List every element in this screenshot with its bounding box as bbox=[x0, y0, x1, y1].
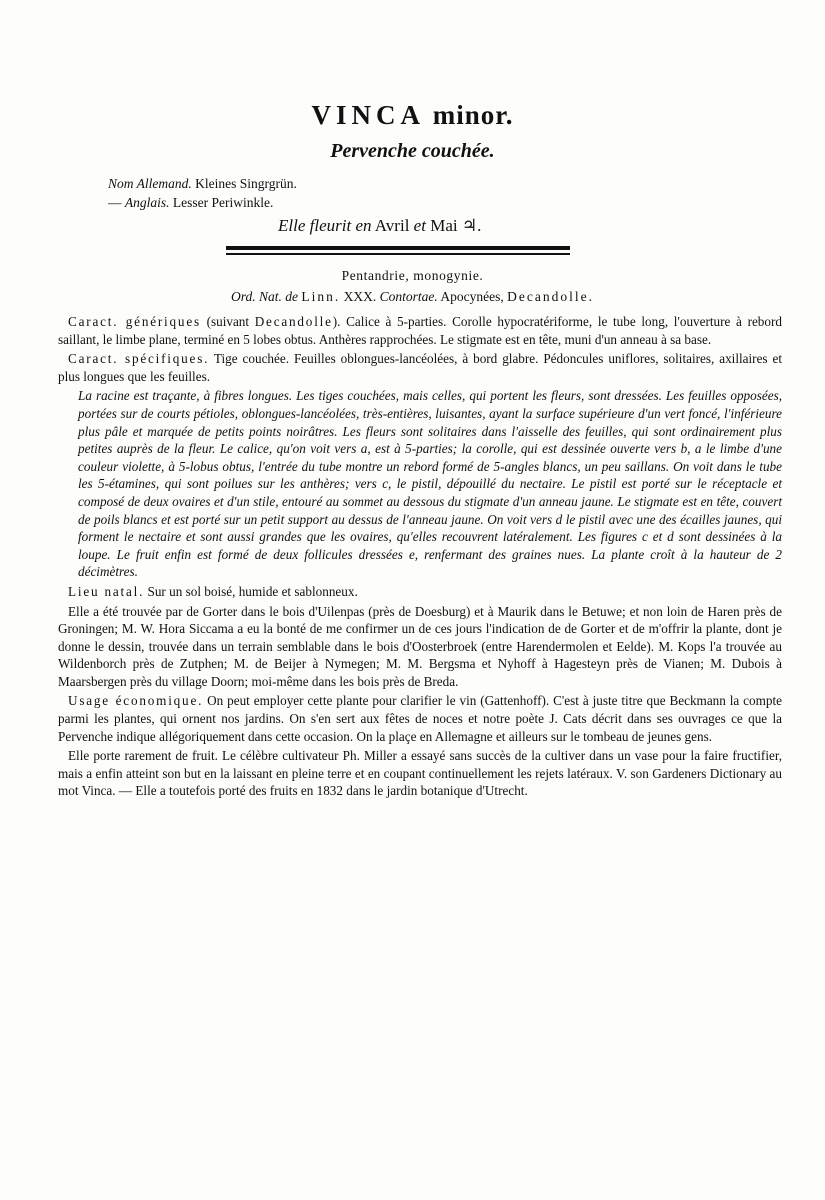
economic-use-paragraph bbox=[58, 692, 782, 745]
fruiting-paragraph: Elle porte rarement de fruit. Le célèbre cultivateur Ph. Miller a essayé sans succès de la cultiver dans un vase pour la faire fructifier, mais a enfin atteint son but en la laissant en pleine terre et en coupant continuellement les rejets latéraux. V. son Gardeners Dictionary au mot Vinca. — Elle a toutefois porté des fruits en 1832 dans le jardin botanique d'Utrecht. bbox=[58, 748, 782, 799]
linn-author: Linn. bbox=[301, 289, 341, 304]
habitat-paragraph bbox=[58, 583, 782, 601]
thin-rule bbox=[226, 253, 570, 255]
page-title bbox=[0, 100, 825, 131]
genus-name: VINCA bbox=[311, 100, 425, 130]
ord-label: Ord. Nat. de bbox=[231, 289, 298, 304]
description-paragraph: La racine est traçante, à fibres longues. Les tiges couchées, mais celles, qui portent les fleurs, sont dressées. Les feuilles opposées, portées sur de courts pétioles, oblongues-lancéolées, très-entières, luisantes, ayant la surface supérieure d'un vert foncé, l'inférieure plus pâle et marquée de petits points noirâtres. Les fleurs sont solitaires dans l'aisselle des feuilles, qui sont ordinairement plus petites auprès de la fleur. Le calice, qu'on voit vers a, est à 5-parties; la corolle, qui est dessinée ouverte vers b, a le limbe d'une couleur violette, à 5-lobus obtus, l'entrée du tube montre un rebord formé de 5-angles blancs, un peu saillans. On voit dans le tube les 5-étamines, qui sont poilues sur les anthères; vers c, le pistil, dépouillé du nectaire. Le pistil est porté sur le réceptacle et composé de deux ovaires et d'un stile, entouré au sommet au dessous du stigmate d'un anneau jaune. Le stigmate est en tête, couvert de poils blancs et est porté sur un petit support au dessus de l'anneau jaune. On voit vers d le pistil avec une des écailles jaunes, qui forment le nectaire et sont aussi grandes que les ovaires, qu'elles recouvrent latéralement. Les figures c et d sont dessinées à la loupe. Le fruit enfin est formé de deux follicules dressées e, renfermant des graines nues. La plante croît à la hauteur de 2 décimètres. bbox=[78, 388, 782, 580]
flowering-line bbox=[278, 216, 481, 236]
generic-characters-paragraph bbox=[58, 313, 782, 348]
perennial-symbol: ♃. bbox=[461, 216, 482, 235]
order-number: XXX. bbox=[343, 289, 377, 304]
thick-rule bbox=[226, 246, 570, 250]
english-name-line bbox=[108, 195, 273, 211]
economic-use-label: Usage économique. bbox=[68, 693, 204, 709]
linnaean-classification: Pentandrie, monogynie. bbox=[341, 268, 484, 283]
english-label: Anglais. bbox=[124, 195, 170, 210]
german-name-line bbox=[108, 176, 297, 192]
natural-order-line bbox=[0, 289, 825, 305]
species-name: minor. bbox=[432, 100, 514, 130]
german-name: Kleines Singrgrün. bbox=[195, 176, 297, 191]
flowering-month-1: Avril bbox=[374, 216, 410, 235]
generic-text-a: (suivant bbox=[200, 314, 255, 329]
order-name: Contortae. bbox=[379, 289, 438, 304]
specific-label: Caract. spécifiques. bbox=[68, 351, 210, 367]
german-label: Nom Allemand. bbox=[108, 176, 192, 191]
decandolle-author: Decandolle. bbox=[507, 289, 594, 304]
habitat-label: Lieu natal. bbox=[68, 583, 145, 599]
specific-text: Tige couchée. Feuilles oblongues-lancéolées, à bord glabre. Pédoncules uniflores, solitaires, axillaires et plus longues que les feuilles. bbox=[58, 351, 782, 384]
economic-use-text: On peut employer cette plante pour clarifier le vin (Gattenhoff). C'est à juste titre que Beckmann la compte parmi les plantes, qui ornent nos jardins. On s'en sert aux fêtes de noces et notre poète J. Cats décrit dans ses ouvrages ce que la Pervenche indique allégoriquement dans cette occasion. On la plaçe en Allemagne et ailleurs sur le tombeau de jeunes gens. bbox=[58, 693, 782, 744]
flowering-et: et bbox=[413, 216, 426, 235]
flowering-prefix: Elle fleurit bbox=[278, 216, 352, 235]
flowering-month-2: Mai bbox=[430, 216, 458, 235]
family-name: Apocynées, bbox=[440, 289, 504, 304]
french-name: Pervenche couchée. bbox=[330, 140, 495, 162]
generic-author: Decandolle bbox=[254, 314, 333, 329]
generic-text-b: ). Calice à 5-parties. Corolle hypocratériforme, le tube long, l'ouverture à rebord saillant, le limbe plane, terminé en 5 lobes obtus. Anthères rapprochées. Le stigmate est en tête, muni d'un anneau à sa base. bbox=[58, 314, 782, 347]
localities-paragraph: Elle a été trouvée par de Gorter dans le bois d'Uilenpas (près de Doesburg) et à Maurik dans le Betuwe; et non loin de Haren près de Groningen; M. W. Hora Siccama a eu la bonté de me confirmer un de ces jours l'indication de de Gorter et de m'offrir la plante, dont je donne le dessin, trouvée dans un terrain semblable dans le bois d'Oosterbroek (entre Harendermolen et Eelde). M. Kops l'a trouvée au Wildenborch près de Zutphen; M. de Beijer à Nymegen; M. M. Bergsma et Nyhoff à Hagesteyn près de Vianen; M. Dubois à Maarsbergen près du village Doorn; moi-même dans les bois près de Breda. bbox=[58, 603, 782, 689]
flowering-en: en bbox=[355, 216, 372, 235]
body-text bbox=[58, 313, 782, 802]
english-name: Lesser Periwinkle. bbox=[172, 195, 274, 210]
generic-label: Caract. génériques bbox=[68, 314, 201, 329]
english-prefix: — bbox=[108, 195, 122, 210]
habitat-text: Sur un sol boisé, humide et sablonneux. bbox=[144, 583, 358, 599]
specific-characters-paragraph bbox=[58, 350, 782, 385]
